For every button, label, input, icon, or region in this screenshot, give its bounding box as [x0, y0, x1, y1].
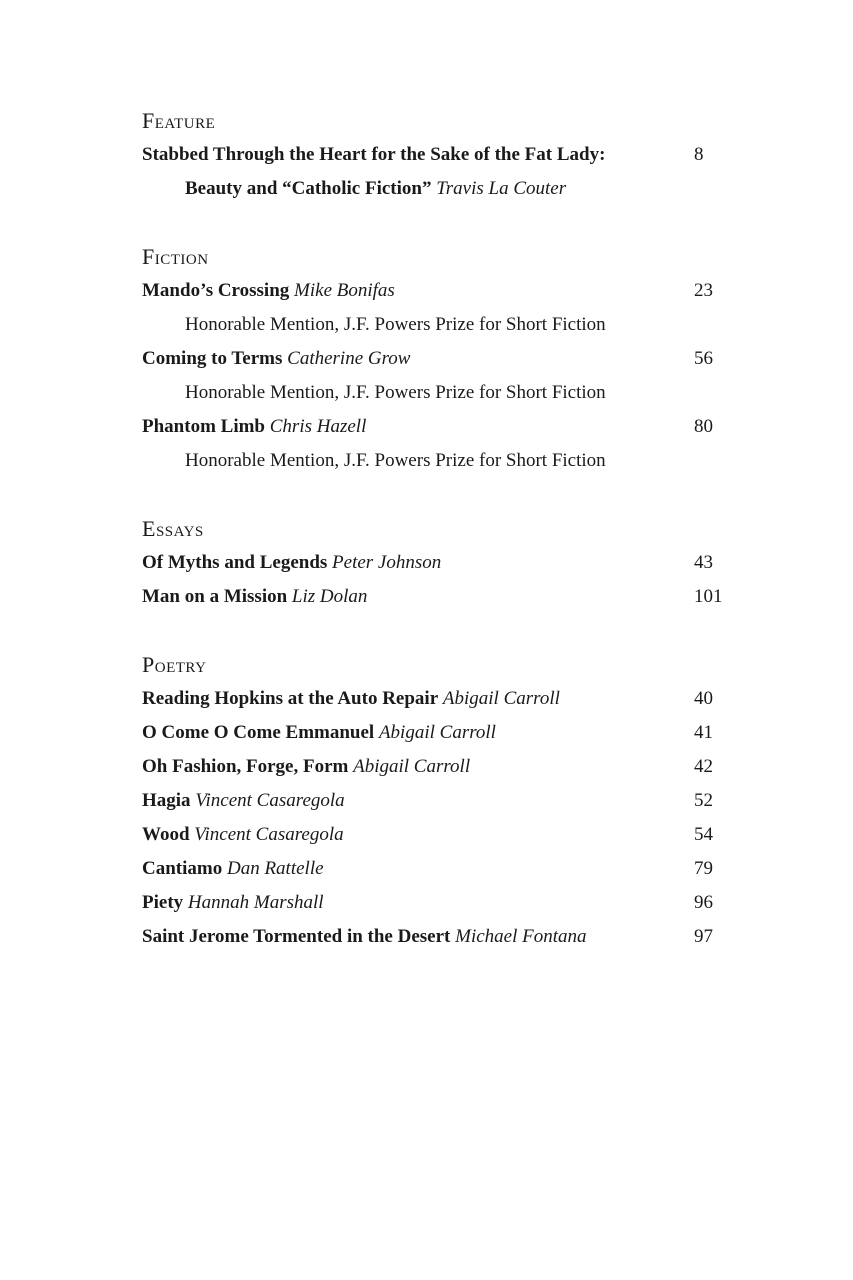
entry-title: Piety: [142, 892, 184, 913]
section-fiction: [142, 240, 742, 478]
toc-entry[interactable]: [142, 580, 742, 614]
section-essays: [142, 512, 742, 614]
entry-author: Chris Hazell: [269, 416, 367, 437]
entry-note: Honorable Mention, J.F. Powers Prize for Short Fiction: [185, 314, 606, 335]
toc-entry-continuation: [142, 172, 742, 206]
entry-title: Saint Jerome Tormented in the Desert: [142, 926, 451, 947]
entry-page-number: 41: [694, 722, 713, 743]
entry-page-number: 79: [694, 858, 713, 879]
entry-subtitle: Beauty and “Catholic Fiction”: [185, 178, 432, 199]
entry-page-number: 96: [694, 892, 713, 913]
entry-title: Coming to Terms: [142, 348, 283, 369]
entry-title: Oh Fashion, Forge, Form: [142, 756, 349, 777]
entry-author: Vincent Casaregola: [195, 790, 345, 811]
entry-title: Of Myths and Legends: [142, 552, 328, 573]
entry-page-number: 23: [694, 280, 713, 301]
section-heading: Poetry: [142, 652, 207, 677]
entry-author: Abigail Carroll: [378, 722, 496, 743]
section-heading: Fiction: [142, 244, 209, 269]
entry-title: Man on a Mission: [142, 586, 288, 607]
entry-page-number: 101: [694, 586, 723, 607]
entry-note: Honorable Mention, J.F. Powers Prize for Short Fiction: [185, 450, 606, 471]
entry-page-number: 54: [694, 824, 713, 845]
section-heading: Essays: [142, 516, 204, 541]
entry-page-number: 42: [694, 756, 713, 777]
entry-author: Abigail Carroll: [353, 756, 471, 777]
entry-author: Mike Bonifas: [294, 280, 395, 301]
entry-author: Michael Fontana: [455, 926, 587, 947]
toc-entry[interactable]: [142, 410, 742, 444]
toc-entry[interactable]: [142, 138, 742, 172]
section-feature: [142, 104, 742, 206]
toc-entry[interactable]: [142, 682, 742, 716]
entry-title: Cantiamo: [142, 858, 223, 879]
entry-page-number: 56: [694, 348, 713, 369]
entry-author: Hannah Marshall: [187, 892, 324, 913]
toc-entry[interactable]: [142, 750, 742, 784]
toc-entry[interactable]: [142, 784, 742, 818]
entry-page-number: 43: [694, 552, 713, 573]
table-of-contents: [142, 104, 742, 988]
toc-entry[interactable]: [142, 852, 742, 886]
entry-page-number: 40: [694, 688, 713, 709]
entry-page-number: 8: [694, 144, 704, 165]
entry-page-number: 97: [694, 926, 713, 947]
entry-author: Catherine Grow: [287, 348, 411, 369]
entry-page-number: 80: [694, 416, 713, 437]
toc-entry[interactable]: [142, 818, 742, 852]
entry-title: Stabbed Through the Heart for the Sake of the Fat Lady:: [142, 144, 606, 165]
entry-author: Liz Dolan: [291, 586, 368, 607]
entry-title: Phantom Limb: [142, 416, 265, 437]
toc-entry[interactable]: [142, 920, 742, 954]
toc-entry[interactable]: [142, 274, 742, 308]
entry-title: Reading Hopkins at the Auto Repair: [142, 688, 439, 709]
entry-page-number: 52: [694, 790, 713, 811]
entry-author: Dan Rattelle: [226, 858, 324, 879]
toc-entry[interactable]: [142, 342, 742, 376]
entry-author: Vincent Casaregola: [194, 824, 344, 845]
section-heading: Feature: [142, 108, 216, 133]
entry-title: Mando’s Crossing: [142, 280, 290, 301]
entry-title: Hagia: [142, 790, 191, 811]
section-poetry: [142, 648, 742, 954]
entry-author: Travis La Couter: [436, 178, 567, 199]
toc-entry[interactable]: [142, 886, 742, 920]
entry-title: O Come O Come Emmanuel: [142, 722, 375, 743]
entry-author: Peter Johnson: [332, 552, 442, 573]
entry-note: Honorable Mention, J.F. Powers Prize for Short Fiction: [185, 382, 606, 403]
entry-title: Wood: [142, 824, 190, 845]
entry-author: Abigail Carroll: [442, 688, 560, 709]
toc-entry[interactable]: [142, 546, 742, 580]
toc-entry[interactable]: [142, 716, 742, 750]
